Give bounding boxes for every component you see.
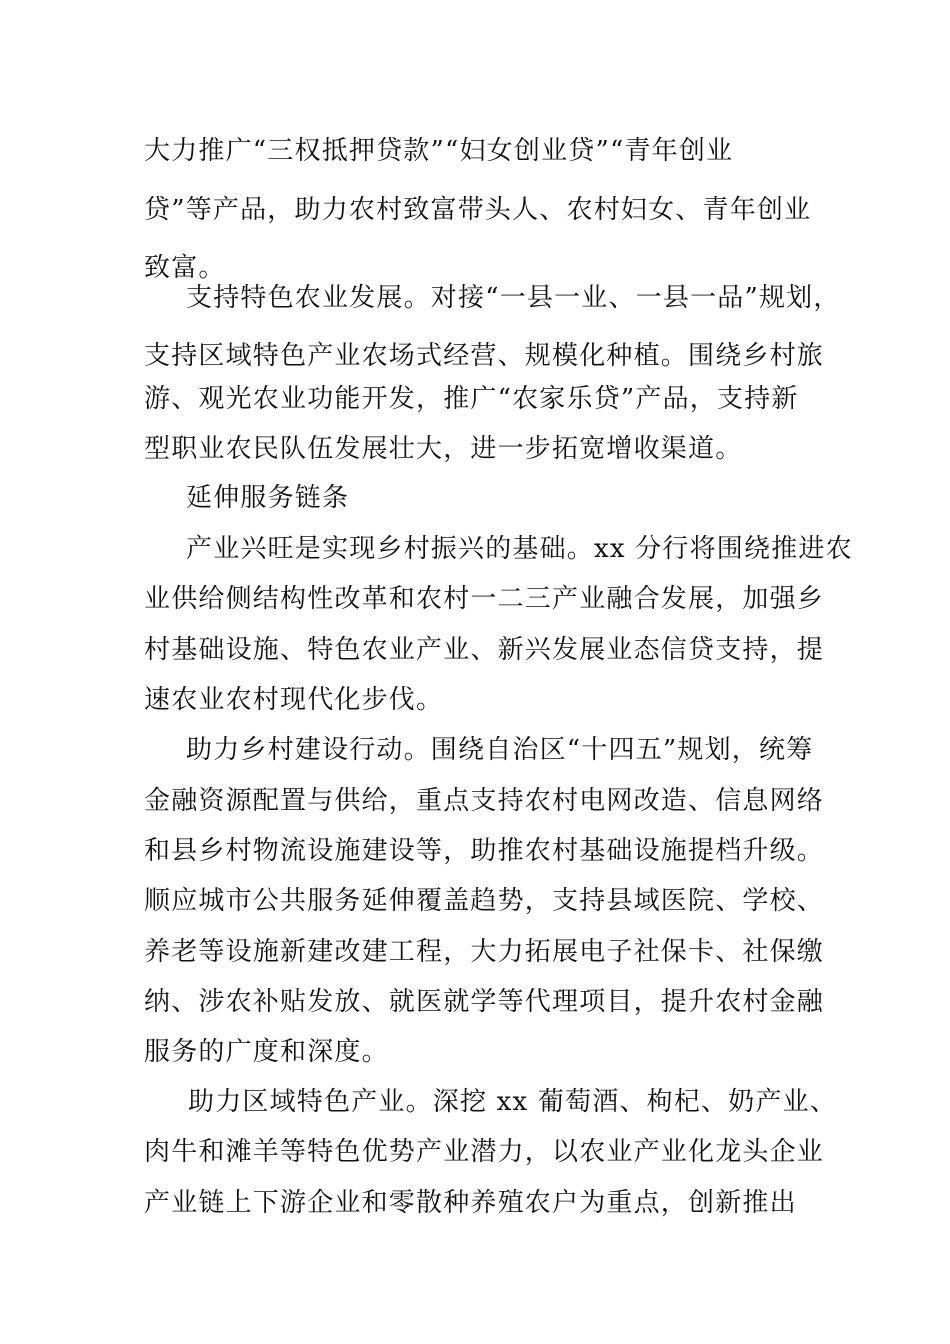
paragraph-line: 助力区域特色产业。深挖 xx 葡萄酒、枸杞、奶产业、 bbox=[188, 1087, 838, 1117]
paragraph-line: 产业链上下游企业和零散种养殖农户为重点，创新推出 bbox=[144, 1188, 797, 1218]
paragraph-line: 贷”等产品，助力农村致富带头人、农村妇女、青年创业 bbox=[144, 195, 812, 225]
paragraph-line: 支持区域特色产业农场式经营、规模化种植。围绕乡村旅 bbox=[144, 341, 825, 371]
paragraph-line: 和县乡村物流设施建设等，助推农村基础设施提档升级。 bbox=[144, 836, 825, 866]
section-heading: 延伸服务链条 bbox=[186, 483, 350, 513]
paragraph-line: 大力推广“三权抵押贷款”“妇女创业贷”“青年创业 bbox=[144, 136, 734, 166]
paragraph-line: 型职业农民队伍发展壮大，进一步拓宽增收渠道。 bbox=[144, 434, 743, 464]
paragraph-line: 顺应城市公共服务延伸覆盖趋势，支持县域医院、学校、 bbox=[144, 886, 825, 916]
paragraph-line: 支持特色农业发展。对接“一县一业、一县一品”规划， bbox=[186, 283, 841, 313]
paragraph-line: 村基础设施、特色农业产业、新兴发展业态信贷支持，提 bbox=[144, 635, 825, 665]
paragraph-line: 纳、涉农补贴发放、就医就学等代理项目，提升农村金融 bbox=[144, 987, 825, 1017]
paragraph-line: 产业兴旺是实现乡村振兴的基础。xx 分行将围绕推进农 bbox=[186, 534, 853, 564]
paragraph-line: 业供给侧结构性改革和农村一二三产业融合发展，加强乡 bbox=[144, 584, 825, 614]
paragraph-line: 金融资源配置与供给，重点支持农村电网改造、信息网络 bbox=[144, 786, 825, 816]
paragraph-line: 肉牛和滩羊等特色优势产业潜力，以农业产业化龙头企业 bbox=[144, 1137, 825, 1167]
paragraph-line: 速农业农村现代化步伐。 bbox=[144, 685, 444, 715]
paragraph-line: 养老等设施新建改建工程，大力拓展电子社保卡、社保缴 bbox=[144, 937, 825, 967]
paragraph-line: 致富。 bbox=[144, 253, 226, 283]
paragraph-line: 服务的广度和深度。 bbox=[144, 1037, 389, 1067]
paragraph-line: 助力乡村建设行动。围绕自治区“十四五”规划，统筹 bbox=[186, 735, 814, 765]
paragraph-line: 游、观光农业功能开发，推广“农家乐贷”产品，支持新 bbox=[144, 384, 799, 414]
